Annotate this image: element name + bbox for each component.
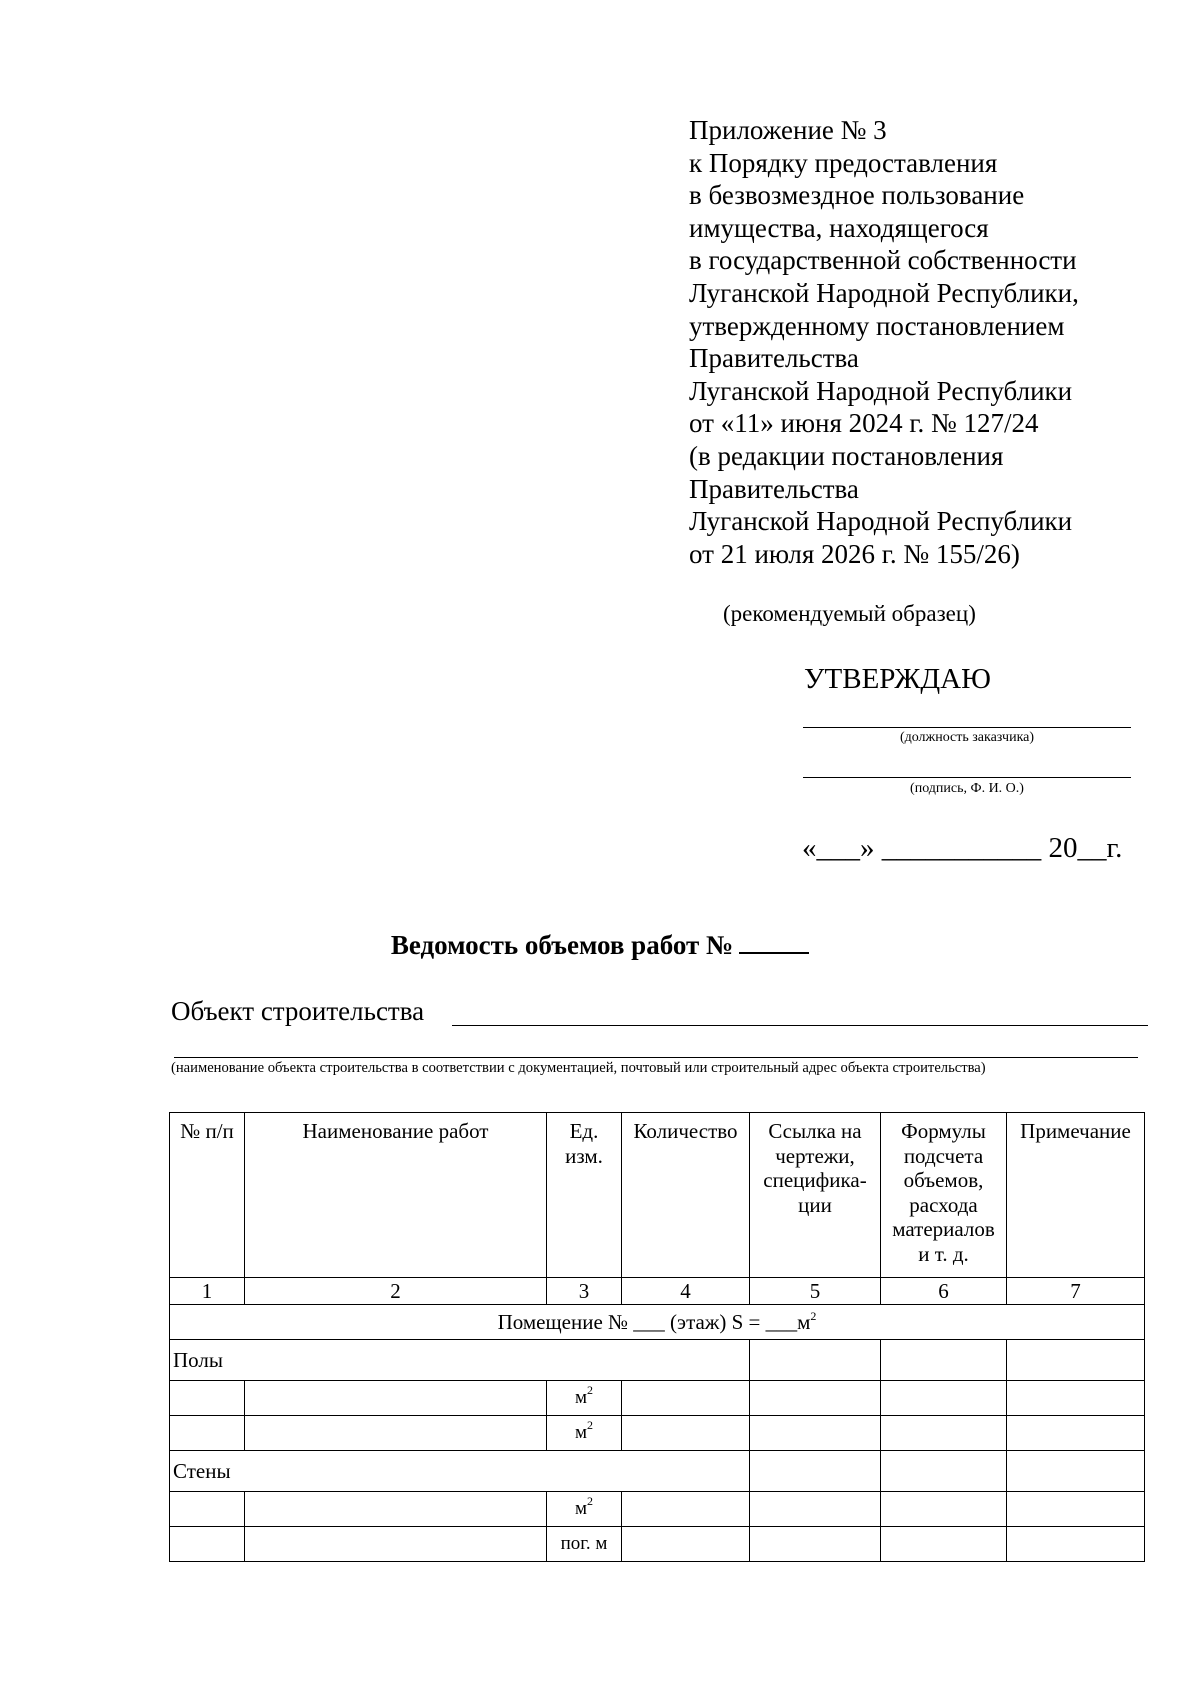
unit-text: м <box>574 1498 588 1519</box>
table-cell[interactable] <box>881 1381 1007 1416</box>
unit-cell <box>547 1527 622 1562</box>
header-line: Правительства <box>689 473 859 504</box>
table-cell[interactable] <box>622 1381 750 1416</box>
column-number: 2 <box>245 1278 547 1305</box>
table-cell[interactable] <box>750 1381 881 1416</box>
room-text: Помещение № ___ (этаж) S = ___м <box>497 1310 811 1334</box>
section-row <box>170 1340 1145 1381</box>
appendix-header <box>689 114 1079 570</box>
document-number-field[interactable] <box>739 928 809 954</box>
table-row <box>170 1381 1145 1416</box>
header-cell: Примечание <box>1007 1113 1145 1278</box>
column-number-row <box>170 1278 1145 1305</box>
header-line: утвержденному постановлением <box>689 310 1065 341</box>
unit-text: м <box>574 1387 588 1408</box>
table-cell[interactable] <box>622 1527 750 1562</box>
table-cell[interactable] <box>245 1527 547 1562</box>
unit-sup: 2 <box>587 1418 594 1432</box>
column-number: 6 <box>881 1278 1007 1305</box>
document-title <box>0 928 1200 961</box>
header-line: Приложение № 3 <box>689 115 887 145</box>
table-cell[interactable] <box>622 1416 750 1451</box>
header-line: от «11» июня 2024 г. № 127/24 <box>689 408 1039 439</box>
table-cell[interactable] <box>170 1416 245 1451</box>
table-cell[interactable] <box>245 1381 547 1416</box>
unit-sup: 2 <box>587 1494 594 1508</box>
table-header-row <box>170 1113 1145 1278</box>
room-unit-sup: 2 <box>810 1309 817 1323</box>
header-cell: № п/п <box>170 1113 245 1278</box>
header-line: Правительства <box>689 343 859 374</box>
header-line: (в редакции постановления <box>689 440 1004 471</box>
section-row <box>170 1451 1145 1492</box>
column-number: 3 <box>547 1278 622 1305</box>
column-number: 5 <box>750 1278 881 1305</box>
table-cell[interactable] <box>881 1527 1007 1562</box>
table-row <box>170 1416 1145 1451</box>
table-cell[interactable] <box>622 1492 750 1527</box>
header-line: в безвозмездное пользование <box>689 180 1025 211</box>
document-title-text: Ведомость объемов работ № <box>390 930 734 960</box>
table-cell[interactable] <box>245 1492 547 1527</box>
signature-field[interactable] <box>803 777 1131 778</box>
table-cell[interactable] <box>1007 1381 1145 1416</box>
table-cell[interactable] <box>881 1451 1007 1492</box>
header-cell: Формулы подсчета объемов, расхода материалов и т. д. <box>881 1113 1007 1278</box>
header-line: Луганской Народной Республики <box>689 375 1073 406</box>
table-cell[interactable] <box>750 1492 881 1527</box>
header-cell: Ед. изм. <box>547 1113 622 1278</box>
table-cell[interactable] <box>170 1527 245 1562</box>
header-line: имущества, находящегося <box>689 212 989 243</box>
approval-title: УТВЕРЖДАЮ <box>804 663 991 695</box>
header-line: от 21 июля 2026 г. № 155/26) <box>689 538 1020 569</box>
header-cell: Наименование работ <box>245 1113 547 1278</box>
section-name: Полы <box>170 1340 750 1381</box>
object-name-field-line2[interactable] <box>174 1057 1138 1058</box>
column-number: 4 <box>622 1278 750 1305</box>
section-name: Стены <box>170 1451 750 1492</box>
table-cell[interactable] <box>881 1416 1007 1451</box>
header-line: Луганской Народной Республики <box>689 506 1073 537</box>
unit-sup: 2 <box>587 1383 594 1397</box>
table-cell[interactable] <box>750 1340 881 1381</box>
header-line: в государственной собственности <box>689 245 1077 276</box>
table-cell[interactable] <box>1007 1492 1145 1527</box>
table-cell[interactable] <box>881 1492 1007 1527</box>
works-table <box>169 1112 1145 1562</box>
unit-text: пог. м <box>560 1533 608 1554</box>
object-caption: (наименование объекта строительства в соответствии с документацией, почтовый или строительный адрес объекта строительства) <box>171 1060 986 1076</box>
position-field[interactable] <box>803 727 1131 728</box>
unit-cell <box>547 1492 622 1527</box>
table-cell[interactable] <box>1007 1340 1145 1381</box>
column-number: 1 <box>170 1278 245 1305</box>
table-row <box>170 1527 1145 1562</box>
room-cell[interactable] <box>170 1305 1145 1340</box>
header-line: Луганской Народной Республики, <box>689 277 1079 308</box>
table-cell[interactable] <box>1007 1527 1145 1562</box>
column-number: 7 <box>1007 1278 1145 1305</box>
unit-cell <box>547 1416 622 1451</box>
sample-note: (рекомендуемый образец) <box>723 601 976 626</box>
table-cell[interactable] <box>245 1416 547 1451</box>
table-cell[interactable] <box>750 1451 881 1492</box>
header-line: к Порядку предоставления <box>689 147 998 178</box>
unit-text: м <box>574 1422 588 1443</box>
table-cell[interactable] <box>881 1340 1007 1381</box>
position-caption: (должность заказчика) <box>899 730 1035 745</box>
header-cell: Ссылка на чертежи, специфика-ции <box>750 1113 881 1278</box>
table-cell[interactable] <box>750 1527 881 1562</box>
table-cell[interactable] <box>170 1492 245 1527</box>
signature-caption: (подпись, Ф. И. О.) <box>910 781 1024 796</box>
approval-date[interactable]: «___» ___________ 20__г. <box>802 832 1123 864</box>
unit-cell <box>547 1381 622 1416</box>
object-name-field[interactable] <box>452 1025 1148 1026</box>
table-row <box>170 1492 1145 1527</box>
table-cell[interactable] <box>170 1381 245 1416</box>
table-cell[interactable] <box>750 1416 881 1451</box>
table-cell[interactable] <box>1007 1416 1145 1451</box>
header-cell: Количество <box>622 1113 750 1278</box>
room-row <box>170 1305 1145 1340</box>
table-cell[interactable] <box>1007 1451 1145 1492</box>
object-label: Объект строительства <box>171 996 425 1026</box>
